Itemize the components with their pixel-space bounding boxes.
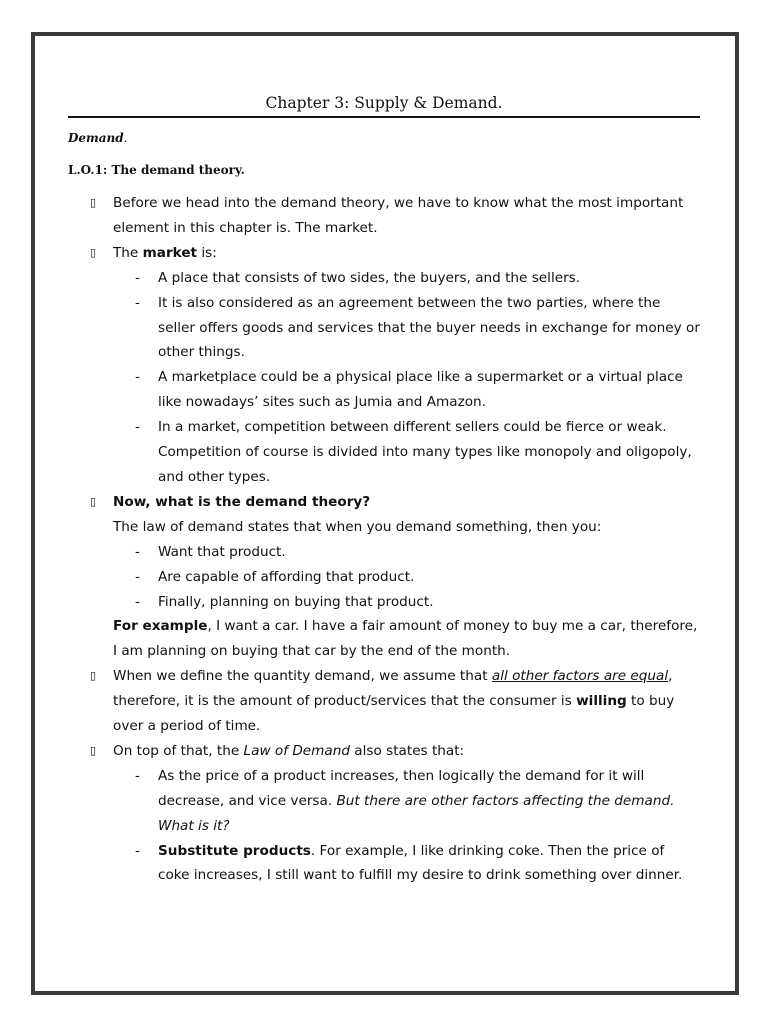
bold-text: market xyxy=(142,244,198,261)
dash-item xyxy=(68,415,700,490)
bold-text: Substitute products xyxy=(158,842,311,859)
bullet-text: is: xyxy=(197,244,217,261)
document-body xyxy=(68,191,700,888)
dash-item xyxy=(68,764,700,839)
bullet-text: , therefore, it is the amount of product/services that the consumer is xyxy=(113,668,673,710)
bullet-icon: ▯ xyxy=(90,743,97,757)
bullet-text: also states that: xyxy=(349,742,465,759)
dash-item xyxy=(68,590,700,615)
underlined-italic-text: all other factors are equal xyxy=(491,668,669,685)
italic-text: But there are other factors affecting the demand. What is it? xyxy=(158,792,675,834)
paragraph-text: , I want a car. I have a fair amount of money to buy me a car, therefore, I am planning on buying that car by the end of the month. xyxy=(113,618,698,660)
dash-icon: - xyxy=(135,842,140,859)
dash-text: In a market, competition between different sellers could be fierce or weak. Competition of course is divided into many types like monopoly and oligopoly, and other types. xyxy=(158,419,692,485)
bullet-text: On top of that, the xyxy=(113,742,244,759)
paragraph: The law of demand states that when you demand something, then you: xyxy=(113,518,602,535)
bullet-icon: ▯ xyxy=(90,669,97,683)
dash-text: A marketplace could be a physical place like a supermarket or a virtual place like nowadays’ sites such as Jumia and Amazon. xyxy=(158,369,683,411)
dash-item xyxy=(68,839,700,889)
dash-text: A place that consists of two sides, the buyers, and the sellers. xyxy=(158,269,581,286)
bullet-icon: ▯ xyxy=(90,245,97,259)
dash-text: . For example, I like drinking coke. Then the price of coke increases, I still want to fulfill my desire to drink something over dinner. xyxy=(158,842,683,884)
italic-text: Law of Demand xyxy=(243,742,350,759)
bullet-text: The xyxy=(113,244,143,261)
bullet-item xyxy=(68,241,700,266)
bullet-text: When we define the quantity demand, we assume that xyxy=(113,668,492,685)
page-title: Chapter 3: Supply & Demand. xyxy=(68,92,700,118)
bullet-item xyxy=(68,490,700,515)
dash-icon: - xyxy=(135,269,140,286)
dash-item xyxy=(68,291,700,366)
bullet-item xyxy=(68,664,700,739)
dash-text: It is also considered as an agreement between the two parties, where the seller offers goods and services that the buyer needs in exchange for money or other things. xyxy=(158,294,700,361)
document-content xyxy=(68,92,700,888)
dash-text: Finally, planning on buying that product. xyxy=(158,593,434,610)
dash-text: Are capable of affording that product. xyxy=(158,568,415,585)
dash-item xyxy=(68,365,700,415)
dash-icon: - xyxy=(135,369,140,386)
learning-objective-heading: L.O.1: The demand theory. xyxy=(68,163,245,177)
bullet-icon: ▯ xyxy=(90,196,97,209)
bullet-text: Before we head into the demand theory, we have to know what the most important element in this chapter is. The market. xyxy=(113,195,684,236)
dash-item xyxy=(68,540,700,565)
demand-heading-suffix: . xyxy=(123,131,128,145)
dash-text: As the price of a product increases, then logically the demand for it will decrease, and vice versa. xyxy=(158,767,645,809)
dash-icon: - xyxy=(135,767,140,784)
bullet-item xyxy=(68,191,700,241)
dash-text: Want that product. xyxy=(158,543,286,560)
dash-icon: - xyxy=(135,419,140,436)
bold-text: Now, what is the demand theory? xyxy=(113,493,371,510)
dash-item xyxy=(68,565,700,590)
dash-icon: - xyxy=(135,543,140,560)
bullet-text: to buy over a period of time. xyxy=(113,693,675,735)
bold-text: willing xyxy=(576,693,627,710)
dash-icon: - xyxy=(135,568,140,585)
bullet-icon: ▯ xyxy=(90,494,97,508)
bold-text: For example xyxy=(113,618,208,635)
dash-item xyxy=(68,266,700,291)
demand-heading-text: Demand xyxy=(68,131,124,145)
bullet-item xyxy=(68,739,700,764)
section-heading-demand xyxy=(68,130,700,146)
dash-icon: - xyxy=(135,593,140,610)
dash-icon: - xyxy=(135,294,140,311)
example-paragraph xyxy=(68,614,700,664)
